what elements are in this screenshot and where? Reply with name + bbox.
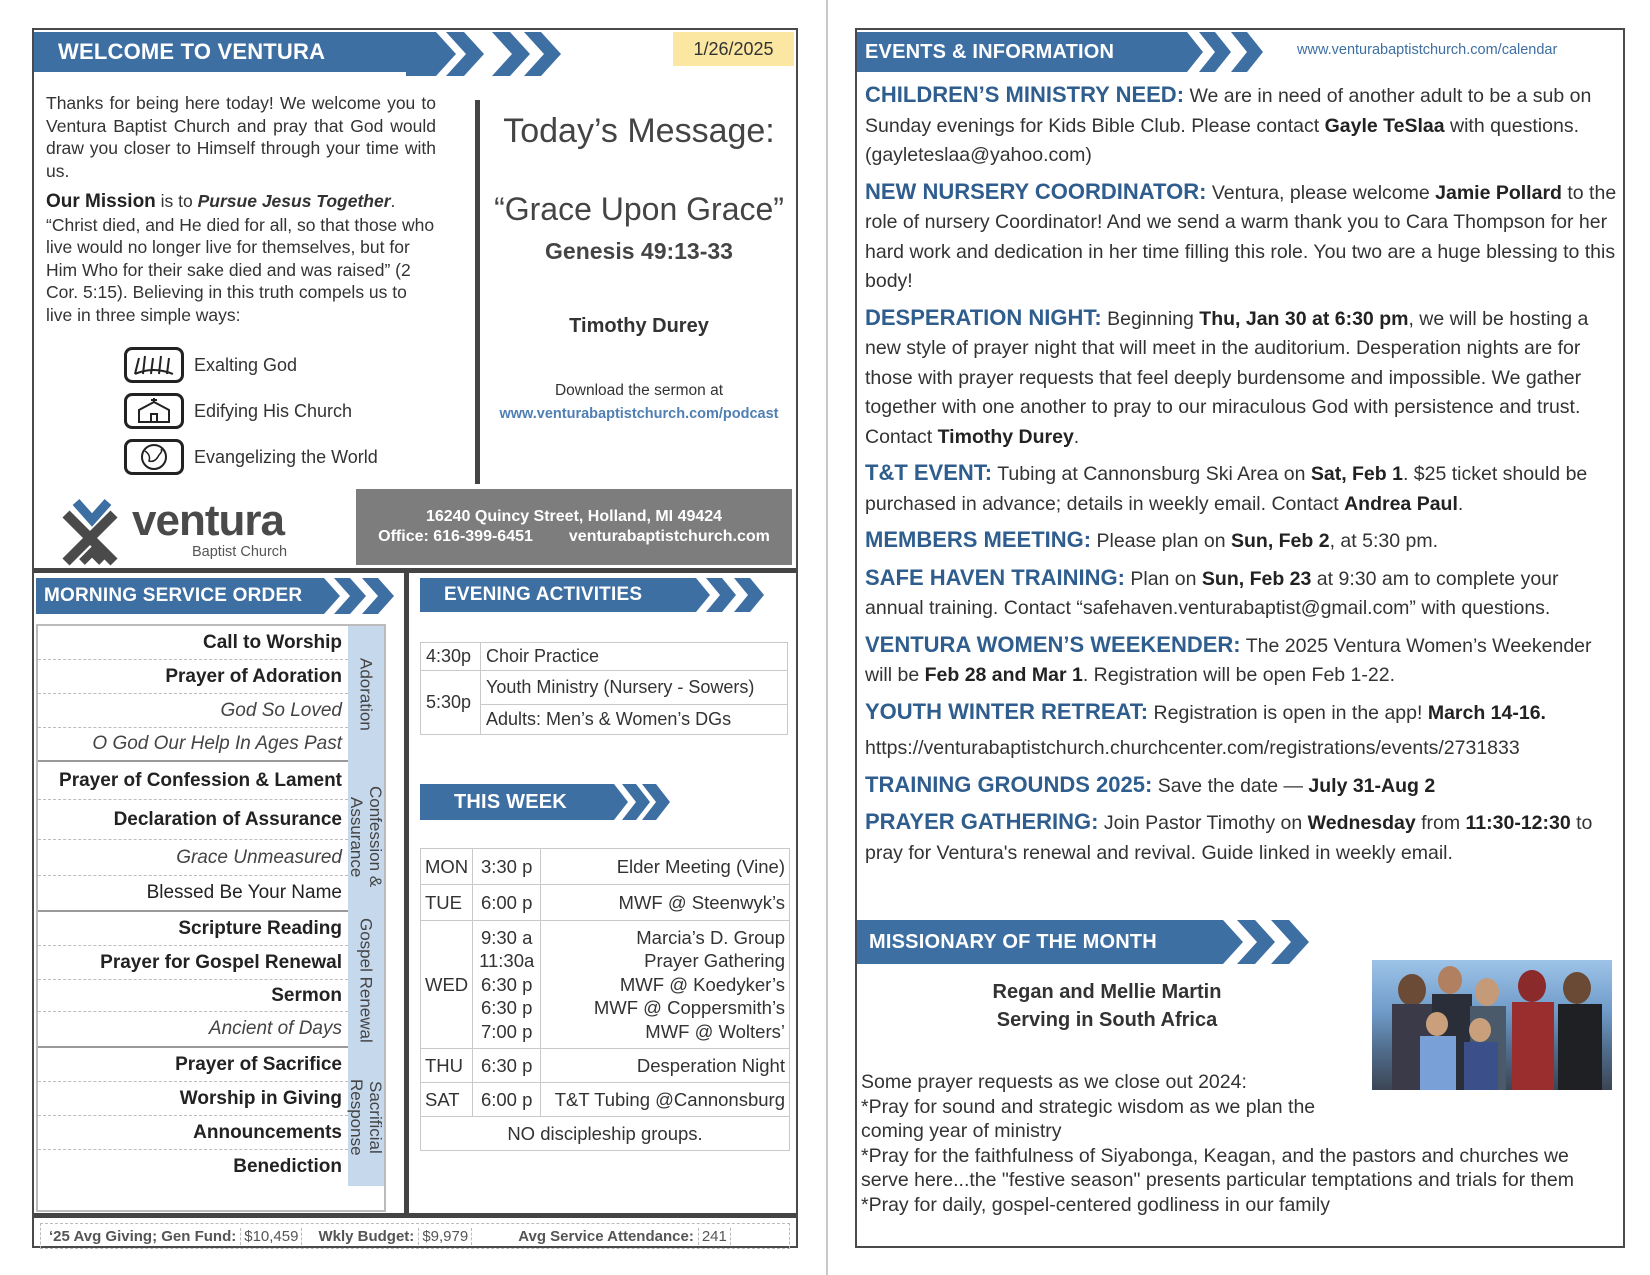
chevron-arrows-icon [1167, 32, 1267, 72]
column-divider [404, 573, 409, 1213]
event-date: July 31-Aug 2 [1308, 774, 1436, 797]
week-events-list [541, 921, 790, 1049]
way-item [124, 342, 444, 388]
event-item [865, 303, 1621, 453]
group-label-text: Gospel Renewal [356, 917, 376, 1043]
service-song: Ancient of Days [38, 1012, 348, 1048]
week-event: Prayer Gathering [644, 950, 785, 972]
missionary-location: Serving in South Africa [996, 1009, 1218, 1031]
group-label-sacrificial-response [348, 1048, 384, 1186]
event-contact: Andrea Paul [1344, 492, 1458, 515]
week-time: 6:30 p [480, 973, 533, 995]
missionary-names [917, 978, 1297, 1034]
event-date: March 14-16. [1427, 701, 1546, 724]
event-text: , at 5:30 pm. [1329, 530, 1438, 552]
service-item: Prayer of Confession & Lament [38, 762, 348, 800]
event-item [865, 80, 1621, 171]
prayer-requests [861, 1070, 1621, 1217]
event-heading: SAFE HAVEN TRAINING: [865, 564, 1125, 590]
event-heading: CHILDREN’S MINISTRY NEED: [865, 82, 1185, 107]
left-panel [32, 28, 798, 1248]
event-text: Join Pastor Timothy on [1098, 812, 1308, 834]
service-song: O God Our Help In Ages Past [38, 728, 348, 762]
service-item: Worship in Giving [38, 1082, 348, 1116]
missionary-title: MISSIONARY OF THE MONTH [857, 920, 1207, 964]
group-label-confession [348, 762, 384, 912]
activity-name: Adults: Men’s & Women’s DGs [481, 705, 788, 735]
event-text: Tubing at Cannonsburg Ski Area on [992, 463, 1311, 485]
this-week-title: THIS WEEK [420, 784, 600, 820]
event-text: . Registration will be open Feb 1-22. [1082, 664, 1395, 686]
week-time: 6:00 p [473, 885, 541, 921]
right-panel [855, 28, 1625, 1248]
chevron-arrows-icon [304, 578, 394, 614]
event-text: Beginning [1101, 307, 1200, 330]
group-label-adoration [348, 626, 384, 762]
mission-label: Our Mission [46, 191, 156, 212]
week-time: 3:30 p [473, 849, 541, 885]
week-event: T&T Tubing @Cannonsburg [541, 1083, 790, 1117]
week-day: SAT [421, 1083, 473, 1117]
week-footer-note: NO discipleship groups. [421, 1117, 790, 1151]
service-item: Prayer for Gospel Renewal [38, 946, 348, 980]
table-row [421, 885, 790, 921]
event-text: The 2025 Ventura Women’s Weekender will be [865, 634, 1592, 686]
sermon-title: “Grace Upon Grace” [494, 191, 784, 227]
service-item: Announcements [38, 1116, 348, 1150]
budget-value: $9,979 [418, 1228, 472, 1245]
prayer-request: *Pray for the faithfulness of Siyabonga, Keagan, and the pastors and churches we serve here...the "festive season" presents particular temptations and trials for them [861, 1144, 1574, 1191]
event-text: . $25 ticket should be purchased in advance; details in weekly email. Contact [865, 463, 1588, 515]
event-text: . [1073, 425, 1080, 448]
website-link[interactable]: venturabaptistchurch.com [568, 528, 770, 545]
sermon-speaker: Timothy Durey [569, 315, 709, 337]
way-label: Evangelizing the World [194, 446, 378, 467]
way-item [124, 388, 444, 434]
week-event: Desperation Night [541, 1049, 790, 1083]
event-heading: VENTURA WOMEN’S WEEKENDER: [865, 631, 1241, 657]
service-song: Blessed Be Your Name [38, 876, 348, 912]
group-label-text: Confession & Assurance [347, 786, 385, 888]
event-item [865, 630, 1621, 691]
service-song: Grace Unmeasured [38, 840, 348, 876]
event-heading: DESPERATION NIGHT: [865, 304, 1102, 330]
prayer-request: *Pray for daily, gospel-centered godliness in our family [861, 1193, 1330, 1216]
activity-time: 4:30p [421, 643, 481, 671]
group-label-gospel-renewal [348, 912, 384, 1048]
message-heading: Today’s Message: [503, 112, 775, 150]
activity-time: 5:30p [421, 671, 481, 735]
event-heading: YOUTH WINTER RETREAT: [865, 698, 1149, 724]
event-text: Ventura, please welcome [1206, 181, 1436, 204]
event-text: Please plan on [1091, 530, 1231, 552]
welcome-banner-title: WELCOME TO VENTURA [34, 32, 409, 72]
event-text: Plan on [1124, 567, 1202, 590]
event-text: . [1457, 492, 1464, 515]
three-ways-list [124, 342, 444, 480]
evening-activities-table [420, 642, 788, 735]
event-text: We are in need of another adult to be a sub on Sunday evenings for Kids Bible Club. Please contact [865, 85, 1592, 137]
this-week-table [420, 848, 790, 1151]
service-song: God So Loved [38, 694, 348, 728]
download-text: Download the sermon at [554, 382, 723, 399]
event-heading: MEMBERS MEETING: [865, 527, 1092, 552]
activity-name: Choir Practice [481, 643, 788, 671]
event-date: Thu, Jan 30 at 6:30 pm [1199, 307, 1409, 330]
church-icon [124, 393, 184, 429]
mission-connector: is to [155, 191, 198, 211]
event-text: , we will be hosting a new style of prayer night that will meet in the auditorium. Desperation nights are for those with prayer requests that feel deeply burdensome and impossible. We gather together with one another to pray to our miraculous God with persistence and trust. Contact [865, 307, 1589, 448]
evening-banner [420, 578, 678, 612]
todays-message [484, 112, 794, 422]
events-list [865, 80, 1621, 868]
this-week-banner [420, 784, 600, 820]
week-event: MWF @ Coppersmith’s [593, 997, 785, 1019]
event-item [865, 177, 1621, 297]
events-banner [857, 32, 1167, 72]
office-phone: Office: 616-399-6451 [378, 528, 533, 545]
week-event: MWF @ Steenwyk’s [541, 885, 790, 921]
service-item: Scripture Reading [38, 912, 348, 946]
chevron-arrows-icon [678, 578, 768, 612]
group-label-text: Adoration [356, 657, 376, 731]
week-time: 6:30 p [473, 1049, 541, 1083]
service-item: Benediction [233, 1156, 342, 1177]
chevron-arrows-icon [406, 32, 566, 76]
events-title: EVENTS & INFORMATION [857, 32, 1167, 72]
chevron-arrows-icon [1203, 920, 1313, 964]
prayer-request: *Pray for sound and strategic wisdom as we plan the coming year of ministry [861, 1095, 1316, 1142]
table-row [421, 849, 790, 885]
logo-subtitle: Baptist Church [192, 544, 288, 560]
event-heading: PRAYER GATHERING: [865, 809, 1099, 834]
globe-icon [124, 439, 184, 475]
service-item: Call to Worship [38, 626, 348, 660]
service-item: Prayer of Sacrifice [38, 1048, 348, 1082]
address-box [356, 489, 792, 565]
service-item: Prayer of Adoration [38, 660, 348, 694]
group-label-text: Sacrificial Response [347, 1078, 385, 1156]
way-item [124, 434, 444, 480]
page-divider [826, 0, 828, 1275]
evening-title: EVENING ACTIVITIES [420, 578, 678, 612]
ventura-logo [62, 496, 342, 566]
event-text: at 9:30 am to complete your annual training. Contact “safehaven.venturabaptist@gmail.com” with questions. [865, 567, 1559, 619]
week-event: MWF @ Wolters’ [645, 1020, 785, 1042]
event-heading: NEW NURSERY COORDINATOR: [865, 178, 1207, 204]
attendance-value: 241 [698, 1228, 731, 1245]
week-time: 6:30 p [480, 997, 533, 1019]
section-divider [34, 568, 796, 573]
week-time: 6:00 p [473, 1083, 541, 1117]
budget-label: Wkly Budget: [318, 1227, 415, 1245]
event-date: Sun, Feb 23 [1201, 567, 1312, 590]
table-row [421, 671, 788, 705]
hands-icon [124, 347, 184, 383]
week-day: WED [421, 921, 473, 1049]
event-item [865, 770, 1621, 802]
event-date: Feb 28 and Mar 1 [924, 664, 1083, 686]
week-day: MON [421, 849, 473, 885]
event-text: from [1415, 812, 1466, 834]
podcast-link[interactable]: www.venturabaptistchurch.com/podcast [499, 406, 779, 422]
week-day: TUE [421, 885, 473, 921]
table-row [421, 1117, 790, 1151]
service-order-list [36, 624, 386, 1212]
event-contact: Timothy Durey [937, 425, 1074, 448]
event-heading: T&T EVENT: [865, 460, 993, 485]
event-heading: TRAINING GROUNDS 2025: [865, 771, 1153, 797]
week-event: Marcia’s D. Group [636, 926, 785, 948]
mission-text: . “Christ died, and He died for all, so that those who live would no longer live for themselves, but for Him Who for their sake died and was raised” (2 Cor. 5:15). Believing in this truth compels us to live in three simple ways: [46, 191, 435, 325]
way-label: Edifying His Church [194, 400, 353, 421]
event-item [865, 563, 1621, 624]
event-text: to pray for Ventura's renewal and revival. Guide linked in weekly email. [865, 812, 1593, 864]
event-item [865, 807, 1621, 868]
service-item: Sermon [38, 980, 348, 1012]
week-event: Elder Meeting (Vine) [541, 849, 790, 885]
attendance-label: Avg Service Attendance: [518, 1227, 694, 1245]
logo-wordmark: ventura [132, 496, 284, 545]
table-row [421, 643, 788, 671]
welcome-intro: Thanks for being here today! We welcome you to Ventura Baptist Church and pray that God would draw you closer to Himself through your time with us. [46, 93, 436, 181]
mission-phrase: Pursue Jesus Together [197, 191, 391, 211]
table-row [421, 1083, 790, 1117]
week-event: MWF @ Koedyker’s [619, 973, 785, 995]
event-text: with questions. (gayleteslaa@yahoo.com) [865, 114, 1579, 166]
event-text: to the role of nursery Coordinator! And we send a warm thank you to Cara Thompson for her hard work and dedication in her time filling this role. You two are a huge blessing to this body! [865, 181, 1617, 292]
giving-label: ‘25 Avg Giving; Gen Fund: [49, 1227, 237, 1245]
registration-link[interactable]: https://venturabaptistchurch.churchcenter.com/registrations/events/2731833 [865, 737, 1520, 759]
message-divider [475, 100, 480, 484]
welcome-banner [34, 32, 414, 72]
event-text: Registration is open in the app! [1148, 701, 1428, 724]
event-date: Sun, Feb 2 [1230, 530, 1330, 552]
service-order-banner [36, 578, 306, 614]
event-date: Sat, Feb 1 [1310, 463, 1403, 485]
week-time: 9:30 a [480, 926, 533, 948]
mission-statement [46, 190, 436, 326]
giving-value: $10,459 [240, 1228, 302, 1245]
event-time: 11:30-12:30 [1465, 812, 1571, 834]
week-times-list [473, 921, 541, 1049]
chevron-arrows-icon [600, 784, 670, 820]
event-date: Wednesday [1307, 812, 1416, 834]
way-label: Exalting God [194, 354, 298, 375]
event-text: Save the date — [1152, 774, 1309, 797]
street-address: 16240 Quincy Street, Holland, MI 49424 [425, 508, 723, 525]
sermon-scripture: Genesis 49:13-33 [545, 238, 733, 264]
table-row [421, 1049, 790, 1083]
table-row [421, 921, 790, 1049]
missionary-name: Regan and Mellie Martin [992, 981, 1222, 1003]
date-label: 1/26/2025 [673, 32, 794, 66]
footer-divider [34, 1213, 796, 1218]
event-item [865, 697, 1621, 764]
calendar-link[interactable]: www.venturabaptistchurch.com/calendar [1297, 42, 1558, 58]
service-item: Declaration of Assurance [38, 800, 348, 840]
week-time: 7:00 p [480, 1020, 533, 1042]
prayer-intro: Some prayer requests as we close out 2024: [861, 1071, 1247, 1093]
giving-stats [40, 1223, 790, 1249]
missionary-banner [857, 920, 1207, 964]
event-contact: Gayle TeSlaa [1324, 114, 1445, 137]
event-item [865, 458, 1621, 519]
week-time: 11:30a [479, 950, 535, 972]
event-contact: Jamie Pollard [1435, 181, 1562, 204]
week-day: THU [421, 1049, 473, 1083]
event-item [865, 525, 1621, 557]
activity-name: Youth Ministry (Nursery - Sowers) [481, 671, 788, 705]
service-order-title: MORNING SERVICE ORDER [36, 578, 306, 614]
